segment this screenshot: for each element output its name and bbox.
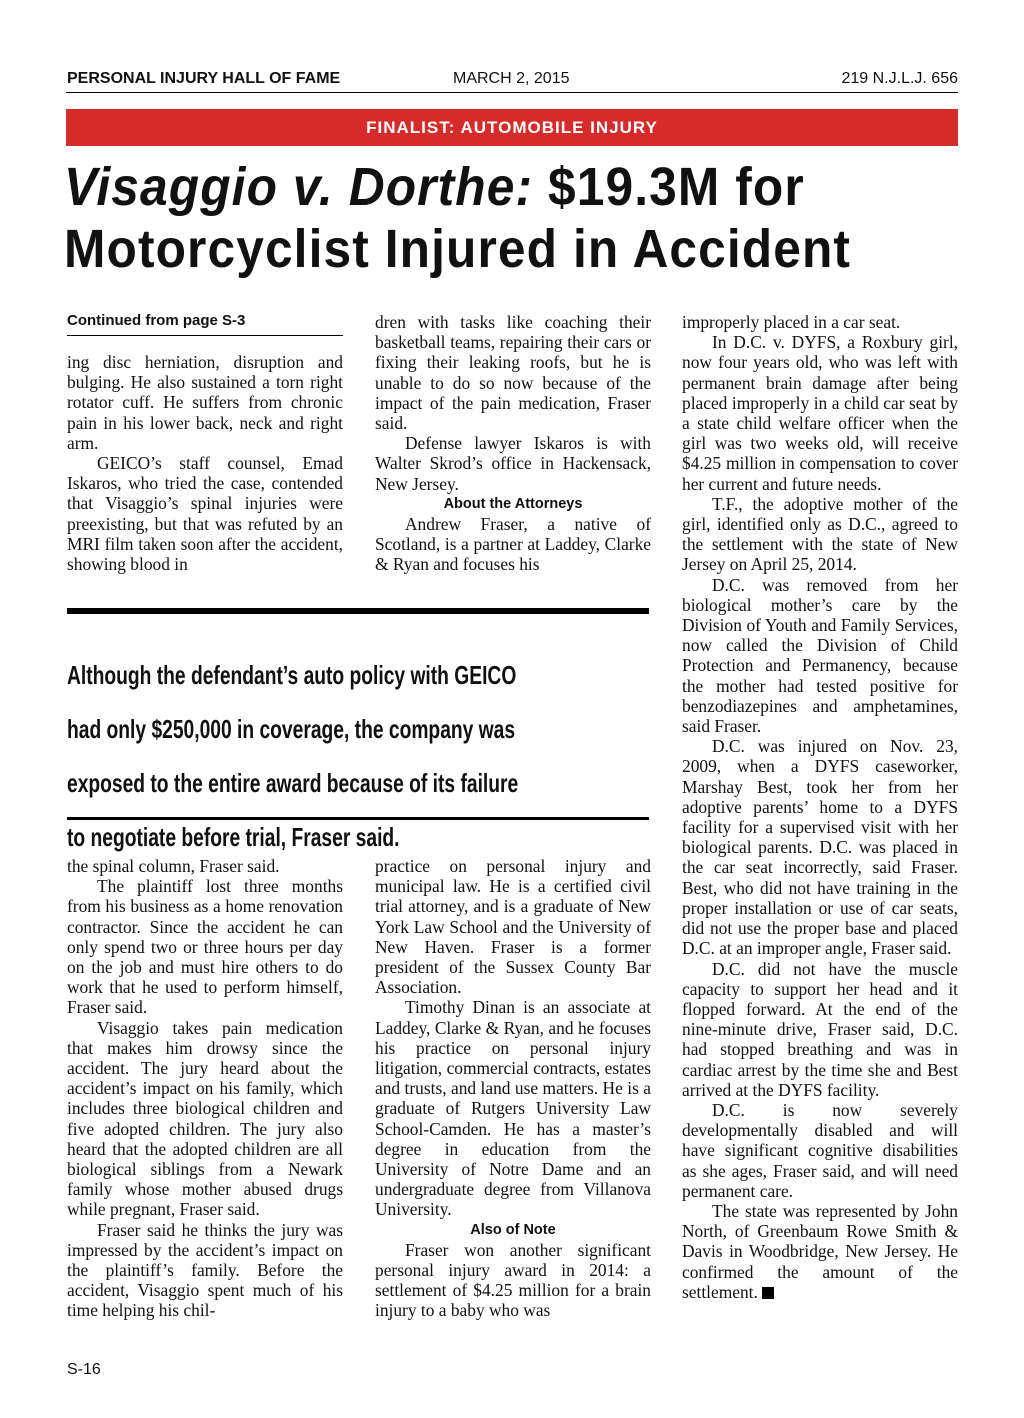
- paragraph: GEICO’s staff counsel, Emad Iskaros, who tried the case, contended that Visaggio’s spinal injuries were preexisting, but that was refuted by an MRI film taken soon after the accident, showing blood in: [67, 453, 343, 575]
- headline-rest: $19.3M for Motorcyclist Injured in Accident: [64, 157, 852, 279]
- paragraph: ing disc herniation, disruption and bulging. He also sustained a torn right rotator cuff. He suffers from chronic pain in his lower back, neck and right arm.: [67, 352, 343, 453]
- citation: 219 N.J.L.J. 656: [841, 70, 958, 87]
- column-1-bottom: [67, 856, 343, 1321]
- paragraph: D.C. was injured on Nov. 23, 2009, when a DYFS caseworker, Marshay Best, took her from her adoptive parents’ home to a DYFS facility for a supervised visit with her biological parents. D.C. was placed in the car seat incorrectly, said Fraser. Best, who did not have training in the proper installation or use of car seats, did not use the proper base and placed D.C. at an improper angle, Fraser said.: [682, 736, 958, 959]
- paragraph: the spinal column, Fraser said.: [67, 856, 280, 876]
- paragraph-final-text: The state was represented by John North, of Greenbaum Rowe Smith & Davis in Woodbridge, New Jersey. He confirmed the amount of the settlement.: [682, 1200, 958, 1302]
- category-banner: FINALIST: AUTOMOBILE INJURY: [66, 109, 958, 146]
- paragraph: practice on personal injury and municipal law. He is a certified civil trial attorney, and is a graduate of New York Law School and the University of New Haven. Fraser is a former president of the Sussex County Bar Association.: [375, 856, 651, 998]
- column-2-top: [375, 312, 651, 575]
- pull-quote: Although the defendant’s auto policy with GEICO had only $250,000 in coverage, the company was exposed to the entire award because of its failure to negotiate before trial, Fraser said.: [67, 660, 519, 852]
- paragraph: Timothy Dinan is an associate at Laddey, Clarke & Ryan, and he focuses his practice on personal injury litigation, commercial contracts, estates and trusts, and land use matters. He is a graduate of Rutgers University Law School-Camden. He has a master’s degree in education from the University of Notre Dame and an undergraduate degree from Villanova University.: [375, 997, 651, 1220]
- headline: [64, 156, 892, 280]
- continued-note: Continued from page S-3: [67, 312, 343, 336]
- paragraph: Andrew Fraser, a native of Scotland, is a partner at Laddey, Clarke & Ryan and focuses his: [375, 514, 651, 575]
- paragraph-final: [682, 1201, 958, 1302]
- column-2-bottom: [375, 856, 651, 1321]
- subhead-attorneys: About the Attorneys: [443, 495, 583, 512]
- paragraph: D.C. did not have the muscle capacity to support her head and it flopped forward. At the end of the nine-minute drive, Fraser said, D.C. had stopped breathing and was in cardiac arrest by the time she and Best arrived at the DYFS facility.: [682, 958, 958, 1100]
- pull-quote-rule-bottom: [67, 817, 649, 820]
- paragraph: D.C. was removed from her biological mother’s care by the Division of Youth and Family Services, now called the Division of Child Protection and Permanency, because the mother had tested positive for benzodiazepines and amphetamines, said Fraser.: [682, 574, 958, 737]
- headline-case-name: Visaggio v. Dorthe:: [64, 157, 534, 217]
- paragraph: Visaggio takes pain medication that makes him drowsy since the accident. The jury heard about the accident’s impact on his family, which includes three biological children and five adopted children. The jury also heard that the adopted children are all biological siblings from a Newark family whose mother abused drugs while pregnant, Fraser said.: [67, 1017, 343, 1220]
- page-number: S-16: [67, 1361, 101, 1378]
- paragraph: improperly placed in a car seat.: [682, 312, 901, 332]
- paragraph: Fraser said he thinks the jury was impressed by the accident’s impact on the plaintiff’s family. Before the accident, Visaggio spent much of his time helping his chil-: [67, 1219, 343, 1321]
- subhead-note: Also of Note: [470, 1221, 556, 1238]
- section-title: PERSONAL INJURY HALL OF FAME: [67, 70, 341, 87]
- paragraph: In D.C. v. DYFS, a Roxbury girl, now four years old, who was left with permanent brain damage after being placed improperly in a child car seat by a state child welfare officer when the girl was two weeks old, will receive $4.25 million in compensation to cover her current and future needs.: [682, 332, 958, 494]
- header-rule: [66, 92, 958, 93]
- paragraph: Defense lawyer Iskaros is with Walter Skrod’s office in Hackensack, New Jersey.: [375, 433, 651, 494]
- paragraph: The plaintiff lost three months from his business as a home renovation contractor. Since the accident he can only spend two or three hours per day on the job and must hire others to do work that he used to perform himself, Fraser said.: [67, 876, 343, 1018]
- pull-quote-rule-top: [67, 608, 649, 614]
- paragraph: Fraser won another significant personal injury award in 2014: a settlement of $4.25 million for a brain injury to a baby who was: [375, 1239, 651, 1321]
- column-1-top: [67, 352, 343, 574]
- paragraph: T.F., the adoptive mother of the girl, identified only as D.C., agreed to the settlement with the state of New Jersey on April 25, 2014.: [682, 493, 958, 575]
- column-3: [682, 312, 958, 1302]
- issue-date: MARCH 2, 2015: [453, 70, 570, 87]
- paragraph: dren with tasks like coaching their basketball teams, repairing their cars or fixing their leaking roofs, but he is unable to do so now because of the impact of the pain medication, Fraser said.: [375, 312, 651, 434]
- end-mark-icon: [762, 1287, 774, 1299]
- paragraph: D.C. is now severely developmentally disabled and will have significant cognitive disabilities as she ages, Fraser said, and will need permanent care.: [682, 1099, 958, 1201]
